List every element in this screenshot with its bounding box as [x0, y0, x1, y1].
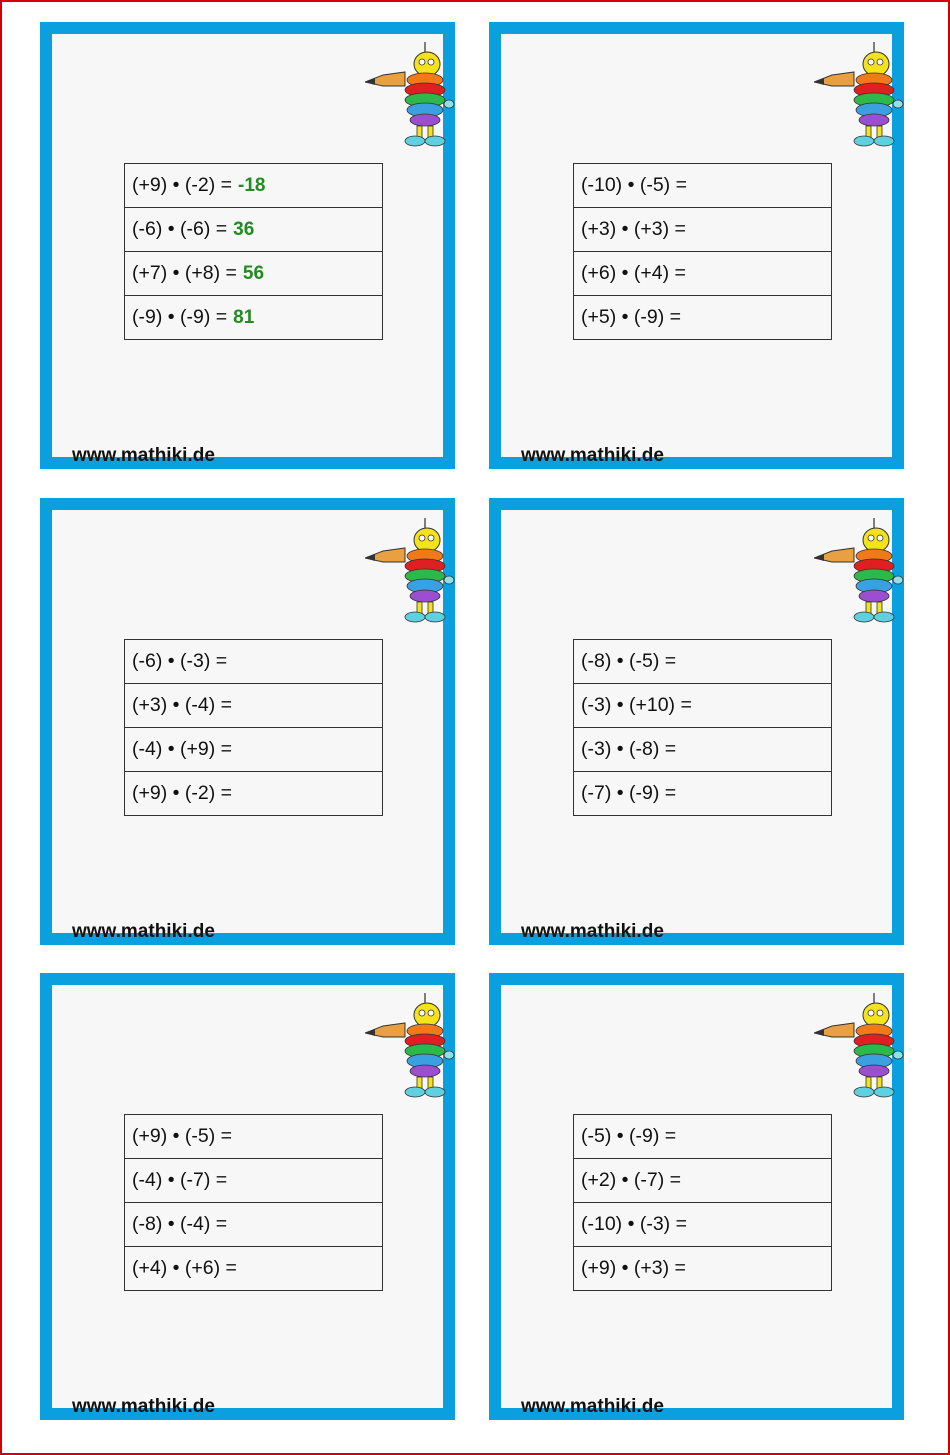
task-row	[125, 1115, 383, 1159]
answer-text: -18	[238, 175, 266, 196]
task-row	[125, 640, 383, 684]
site-url: www.mathiki.de	[72, 921, 215, 942]
task-row	[125, 208, 383, 252]
task-row	[125, 252, 383, 296]
task-text: (-4) • (-7) =	[132, 1169, 228, 1191]
task-text: (-3) • (+10) =	[581, 694, 692, 716]
task-card	[489, 498, 904, 945]
site-url: www.mathiki.de	[521, 1396, 664, 1417]
task-row	[574, 772, 832, 816]
task-text: (+5) • (-9) =	[581, 306, 682, 328]
task-row	[574, 1115, 832, 1159]
task-row	[125, 772, 383, 816]
task-table	[573, 639, 832, 816]
worm-with-pencil-icon	[814, 993, 914, 1105]
task-row	[125, 728, 383, 772]
worm-with-pencil-icon	[365, 42, 465, 154]
task-text: (+9) • (-2) =	[132, 174, 233, 196]
task-text: (+2) • (-7) =	[581, 1169, 682, 1191]
task-text: (+4) • (+6) =	[132, 1257, 237, 1279]
task-card	[40, 498, 455, 945]
task-row	[574, 728, 832, 772]
task-text: (-9) • (-9) =	[132, 306, 228, 328]
task-row	[574, 164, 832, 208]
task-table	[573, 163, 832, 340]
task-text: (-4) • (+9) =	[132, 738, 233, 760]
task-row	[125, 164, 383, 208]
task-text: (-10) • (-5) =	[581, 174, 687, 196]
task-row	[574, 208, 832, 252]
task-row	[125, 1247, 383, 1291]
site-url: www.mathiki.de	[521, 921, 664, 942]
task-row	[574, 1159, 832, 1203]
task-text: (+9) • (-5) =	[132, 1125, 233, 1147]
worm-with-pencil-icon	[814, 518, 914, 630]
task-table	[124, 163, 383, 340]
task-text: (-7) • (-9) =	[581, 782, 677, 804]
task-card	[489, 22, 904, 469]
site-url: www.mathiki.de	[72, 445, 215, 466]
task-row	[125, 1159, 383, 1203]
answer-text: 56	[242, 263, 265, 284]
task-text: (+6) • (+4) =	[581, 262, 686, 284]
task-row	[574, 684, 832, 728]
task-table	[124, 1114, 383, 1291]
task-table	[573, 1114, 832, 1291]
task-text: (+9) • (+3) =	[581, 1257, 686, 1279]
task-text: (-6) • (-3) =	[132, 650, 228, 672]
task-text: (-6) • (-6) =	[132, 218, 228, 240]
task-text: (+7) • (+8) =	[132, 262, 237, 284]
task-text: (-5) • (-9) =	[581, 1125, 677, 1147]
task-table	[124, 639, 383, 816]
task-row	[574, 296, 832, 340]
task-row	[125, 296, 383, 340]
task-row	[574, 640, 832, 684]
task-text: (-3) • (-8) =	[581, 738, 677, 760]
worm-with-pencil-icon	[365, 993, 465, 1105]
task-row	[125, 684, 383, 728]
task-row	[574, 1203, 832, 1247]
task-card	[489, 973, 904, 1420]
task-text: (-8) • (-4) =	[132, 1213, 228, 1235]
task-text: (+3) • (+3) =	[581, 218, 686, 240]
worm-with-pencil-icon	[365, 518, 465, 630]
answer-text: 36	[233, 219, 255, 240]
task-row	[574, 1247, 832, 1291]
task-row	[125, 1203, 383, 1247]
task-text: (+3) • (-4) =	[132, 694, 233, 716]
task-row	[574, 252, 832, 296]
task-card	[40, 22, 455, 469]
site-url: www.mathiki.de	[521, 445, 664, 466]
answer-text: 81	[233, 307, 255, 328]
task-text: (-10) • (-3) =	[581, 1213, 687, 1235]
task-text: (-8) • (-5) =	[581, 650, 677, 672]
worm-with-pencil-icon	[814, 42, 914, 154]
task-text: (+9) • (-2) =	[132, 782, 233, 804]
site-url: www.mathiki.de	[72, 1396, 215, 1417]
task-card	[40, 973, 455, 1420]
